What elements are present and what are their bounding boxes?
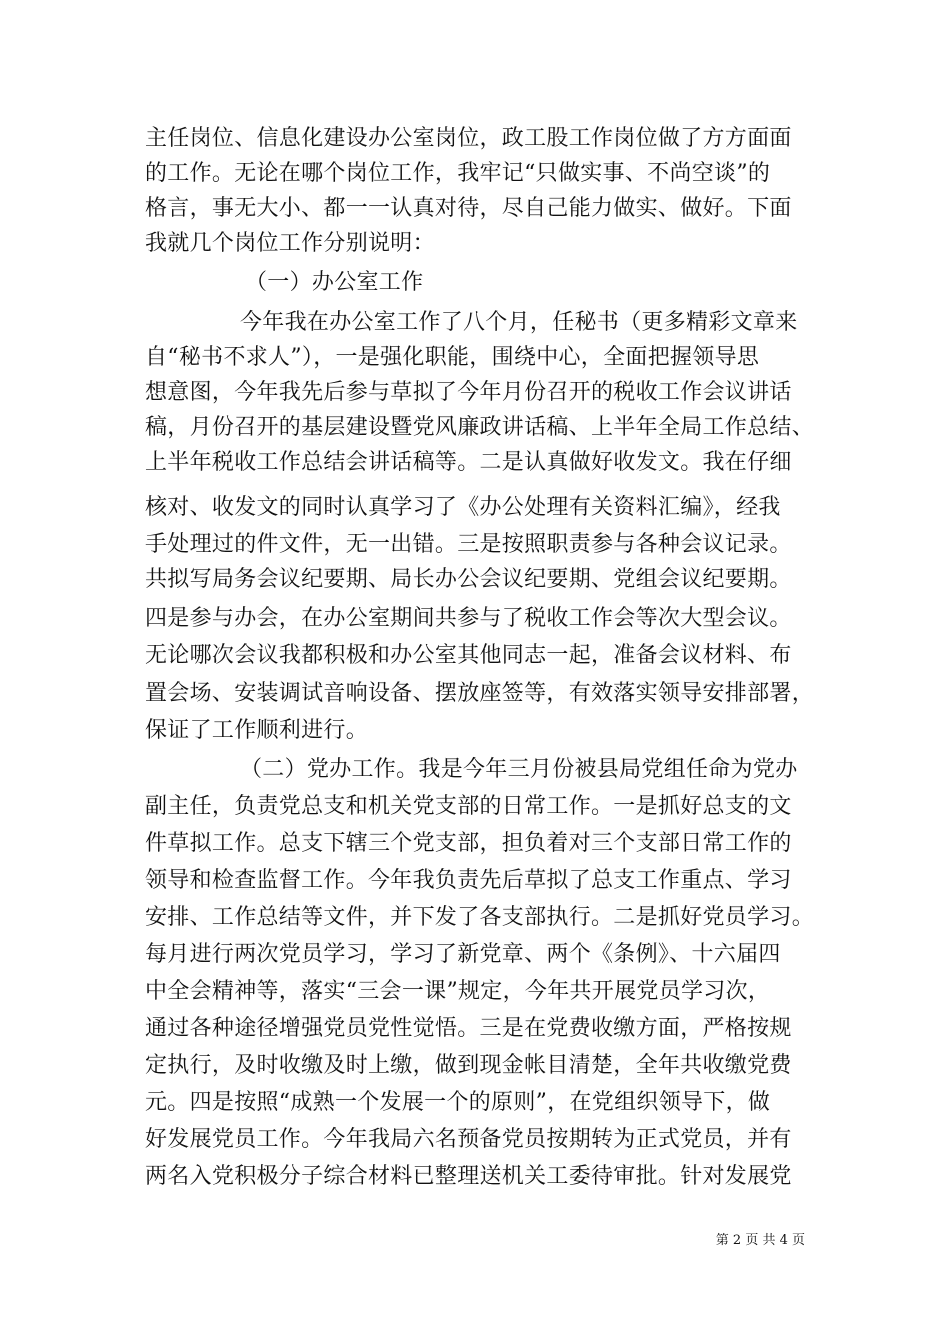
body-text-line: 每月进行两次党员学习，学习了新党章、两个《条例》、十六届四 (145, 942, 781, 967)
section-heading: （二）党办工作。我是今年三月份被县局党组任命为党办 (240, 757, 798, 782)
section-heading: （一）办公室工作 (245, 270, 424, 295)
body-text-line: 上半年税收工作总结会讲话稿等。二是认真做好收发文。我在仔细 (145, 450, 792, 475)
body-text-line: 保证了工作顺利进行。 (145, 718, 369, 743)
body-text-line: 的工作。无论在哪个岗位工作，我牢记“只做实事、不尚空谈”的 (145, 161, 771, 186)
body-text-line: 定执行，及时收缴及时上缴，做到现金帐目清楚，全年共收缴党费 (145, 1053, 792, 1078)
body-text-line: 置会场、安装调试音响设备、摆放座签等，有效落实领导安排部署， (145, 681, 815, 706)
body-text-line: 两名入党积极分子综合材料已整理送机关工委待审批。针对发展党 (145, 1164, 792, 1189)
body-text-line: 四是参与办会，在办公室期间共参与了税收工作会等次大型会议。 (145, 606, 792, 631)
body-text-line: 共拟写局务会议纪要期、局长办公会议纪要期、党组会议纪要期。 (145, 567, 792, 592)
body-text-line: 通过各种途径增强党员党性觉悟。三是在党费收缴方面，严格按规 (145, 1016, 792, 1041)
body-text-line: 核对、收发文的同时认真学习了《办公处理有关资料汇编》，经我 (145, 495, 781, 520)
body-text-line: 无论哪次会议我都积极和办公室其他同志一起，准备会议材料、布 (145, 643, 792, 668)
body-text-line: 自“秘书不求人”），一是强化职能，围绕中心，全面把握领导思 (145, 345, 760, 370)
body-text-line: 稿，月份召开的基层建设暨党风廉政讲话稿、上半年全局工作总结、 (145, 415, 815, 440)
body-text-line: 想意图，今年我先后参与草拟了今年月份召开的税收工作会议讲话 (145, 380, 792, 405)
page-number: 第 2 页 共 4 页 (715, 1233, 805, 1248)
body-text-line: 格言，事无大小、都一一认真对待，尽自己能力做实、做好。下面 (145, 196, 792, 221)
body-text-line: 元。四是按照“成熟一个发展一个的原则”，在党组织领导下，做 (145, 1090, 771, 1115)
body-text-line: 安排、工作总结等文件，并下发了各支部执行。二是抓好党员学习。 (145, 905, 815, 930)
body-text-line: 好发展党员工作。今年我局六名预备党员按期转为正式党员，并有 (145, 1127, 792, 1152)
body-text-line: 件草拟工作。总支下辖三个党支部，担负着对三个支部日常工作的 (145, 831, 792, 856)
body-text-line: 我就几个岗位工作分别说明： (145, 231, 435, 256)
body-text-line: 主任岗位、信息化建设办公室岗位，政工股工作岗位做了方方面面 (145, 126, 792, 151)
body-text-line: 中全会精神等，落实“三会一课”规定，今年共开展党员学习次， (145, 979, 771, 1004)
body-text-line: 领导和检查监督工作。今年我负责先后草拟了总支工作重点、学习 (145, 868, 792, 893)
body-text-line: 手处理过的件文件，无一出错。三是按照职责参与各种会议记录。 (145, 532, 792, 557)
body-text-line: 副主任，负责党总支和机关党支部的日常工作。一是抓好总支的文 (145, 794, 792, 819)
body-text-line: 今年我在办公室工作了八个月，任秘书（更多精彩文章来 (240, 310, 798, 335)
